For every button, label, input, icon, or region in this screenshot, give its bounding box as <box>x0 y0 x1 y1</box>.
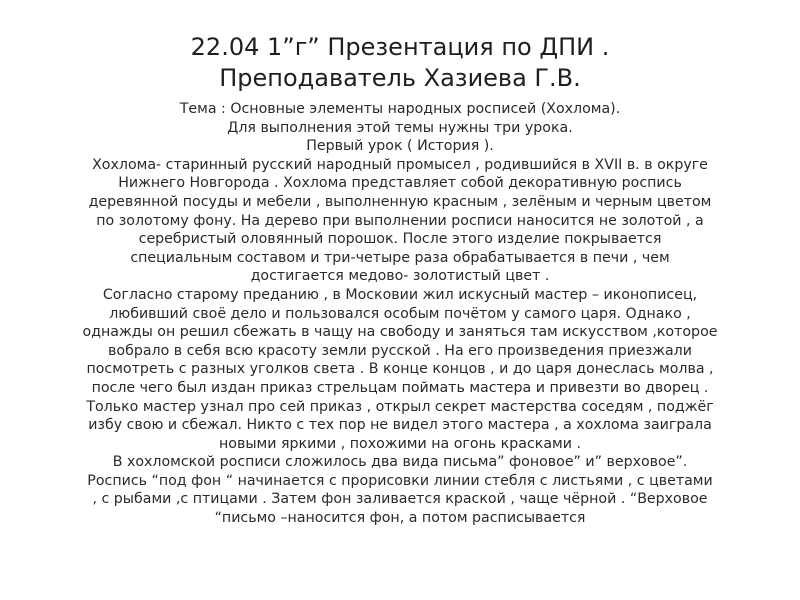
text-line: Нижнего Новгорода . Хохлома представляет собой декоративную роспись <box>118 175 682 192</box>
text-line: по золотому фону. На дерево при выполнении росписи наносится не золотой , а <box>96 212 704 229</box>
text-line: Хохлома- старинный русский народный промысел , родившийся в XVII в. в округе <box>92 156 708 173</box>
slide-title <box>12 32 788 94</box>
text-line: любивший своё дело и пользовался особым почётом у самого царя. Однако , <box>109 305 691 322</box>
text-line: посмотреть с разных уголков света . В конце концов , и до царя донеслась молва , <box>86 361 714 378</box>
text-line: после чего был издан приказ стрельцам поймать мастера и привезти во дворец . <box>91 379 709 396</box>
slide-title-line-2: Преподаватель Хазиева Г.В. <box>219 64 581 92</box>
slide-title-line-1: 22.04 1”г” Презентация по ДПИ . <box>190 33 610 61</box>
text-line: новыми яркими , похожими на огонь красками . <box>219 435 581 452</box>
text-line: Согласно старому преданию , в Московии жил искусный мастер – иконописец, <box>102 286 698 303</box>
text-line: , с рыбами ,с птицами . Затем фон заливается краской , чаще чёрной . “Верховое <box>92 491 708 508</box>
text-line: избу свою и сбежал. Никто с тех пор не видел этого мастера , а хохлома заиграла <box>88 417 712 434</box>
text-line: Роспись “под фон “ начинается с прорисовки линии стебля с листьями , с цветами <box>87 472 713 489</box>
text-line: вобрало в себя всю красоту земли русской . На его произведения приезжали <box>108 342 692 359</box>
lessons-count-line: Для выполнения этой темы нужны три урока. <box>227 119 573 136</box>
paragraph-history <box>12 156 788 286</box>
slide-body-text <box>12 100 788 528</box>
text-line: серебристый оловянный порошок. После этого изделие покрывается <box>138 231 662 248</box>
text-line: деревянной посуды и мебели , выполненную красным , зелёным и черным цветом <box>88 193 712 210</box>
text-line: В хохломской росписи сложилось два вида письма” фоновое” и” верховое”. <box>112 454 688 471</box>
text-line: достигается медово- золотистый цвет . <box>250 268 550 285</box>
text-line: “письмо –наносится фон, а потом расписывается <box>214 510 586 527</box>
text-line: специальным составом и три-четыре раза обрабатывается в печи , чем <box>130 249 670 266</box>
first-lesson-line: Первый урок ( История ). <box>306 138 494 155</box>
topic-line: Тема : Основные элементы народных росписей (Хохлома). <box>179 101 621 117</box>
paragraph-legend <box>12 286 788 453</box>
text-line: Только мастер узнал про сей приказ , открыл секрет мастерства соседям , поджёг <box>86 398 714 415</box>
text-line: однажды он решил сбежать в чащу на свободу и заняться там искусством ,которое <box>82 324 718 341</box>
paragraph-painting-types <box>12 453 788 527</box>
